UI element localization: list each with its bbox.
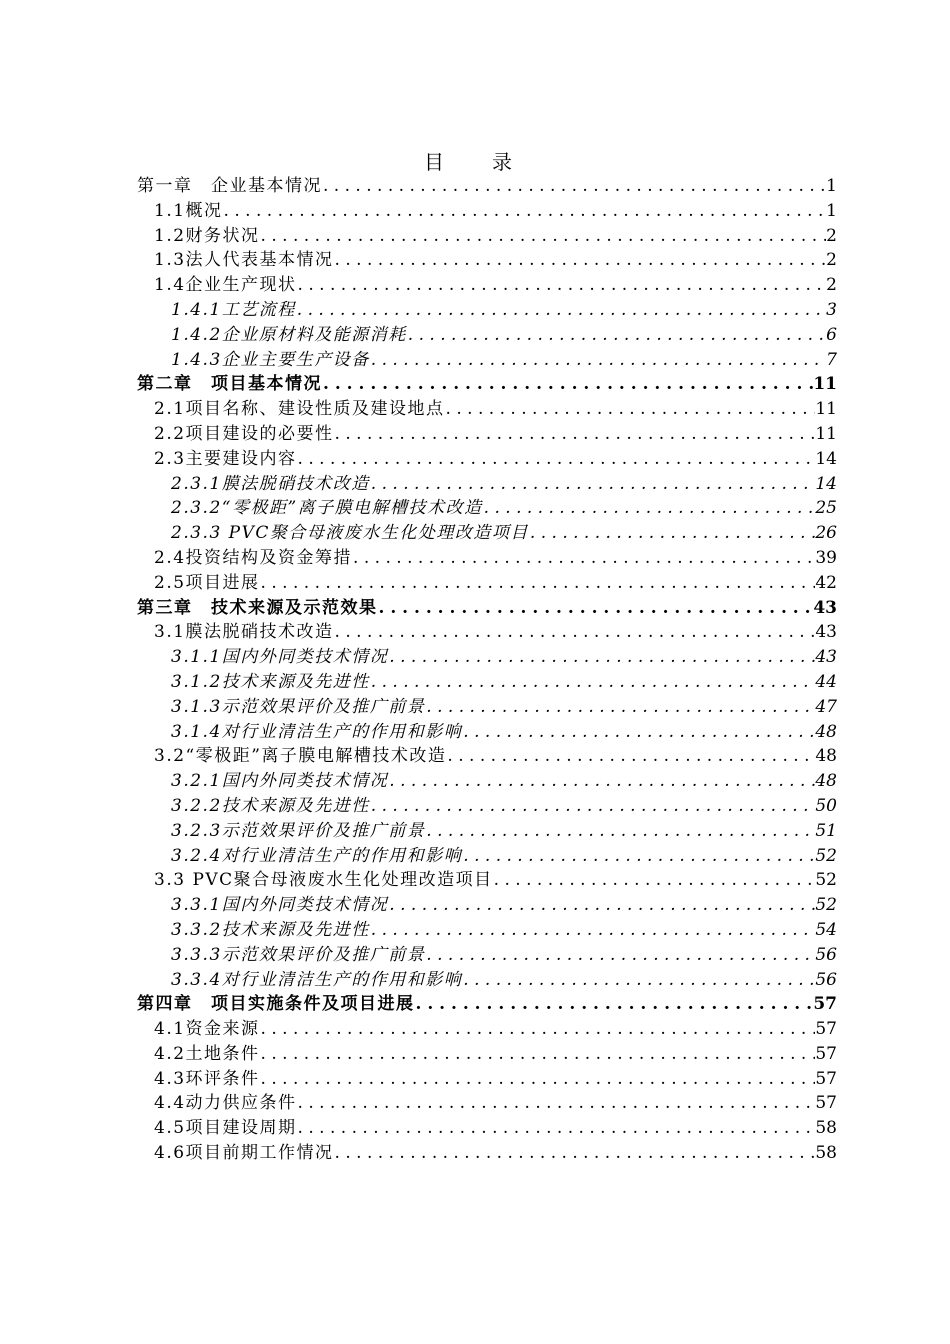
toc-leader xyxy=(407,323,826,348)
toc-leader xyxy=(260,1067,816,1092)
toc-entry-text: 3.2.4对行业清洁生产的作用和影响 xyxy=(171,845,463,866)
toc-entry-page: 39 xyxy=(815,547,837,568)
toc-entry-page: 48 xyxy=(815,771,837,792)
toc-entry-text: 3.2.3示范效果评价及推广前景 xyxy=(171,820,426,841)
toc-entry-text: 1.4企业生产现状 xyxy=(154,275,297,296)
toc-entry[interactable] xyxy=(137,670,837,695)
toc-entry[interactable] xyxy=(137,819,837,844)
toc-leader xyxy=(462,968,815,993)
toc-entry-text: 第二章 项目基本情况 xyxy=(137,374,322,395)
toc-entry-page: 2 xyxy=(826,250,837,271)
toc-entry-page: 52 xyxy=(815,845,837,866)
toc-entry-page: 51 xyxy=(815,820,837,841)
toc-leader xyxy=(370,472,816,497)
toc-entry-text: 2.4投资结构及资金筹措 xyxy=(154,547,353,568)
toc-entry-page: 44 xyxy=(815,671,837,692)
toc-entry[interactable] xyxy=(137,199,837,224)
toc-leader xyxy=(370,670,816,695)
toc-entry[interactable] xyxy=(137,397,837,422)
toc-entry[interactable] xyxy=(137,372,837,397)
toc-entry[interactable] xyxy=(137,472,837,497)
toc-entry-text: 第三章 技术来源及示范效果 xyxy=(137,597,378,618)
toc-entry[interactable] xyxy=(137,1017,837,1042)
toc-entry[interactable] xyxy=(137,769,837,794)
toc-entry-text: 4.1资金来源 xyxy=(154,1019,260,1040)
toc-leader xyxy=(260,224,827,249)
toc-entry[interactable] xyxy=(137,348,837,373)
toc-entry-page: 56 xyxy=(815,969,837,990)
toc-leader xyxy=(297,273,827,298)
toc-leader xyxy=(493,868,816,893)
toc-entry-page: 43 xyxy=(815,622,837,643)
toc-entry[interactable] xyxy=(137,1091,837,1116)
toc-title: 目 录 xyxy=(424,150,526,174)
toc-entry[interactable] xyxy=(137,1141,837,1166)
toc-leader xyxy=(322,174,826,199)
toc-entry-page: 47 xyxy=(815,696,837,717)
toc-entry[interactable] xyxy=(137,893,837,918)
toc-entry-page: 58 xyxy=(815,1143,837,1164)
toc-leader xyxy=(445,397,816,422)
toc-entry-text: 3.1.2技术来源及先进性 xyxy=(171,671,370,692)
toc-entry-page: 2 xyxy=(826,275,837,296)
toc-entry-text: 3.1.1国内外同类技术情况 xyxy=(171,647,389,668)
toc-leader xyxy=(322,372,813,397)
toc-leader xyxy=(388,769,815,794)
toc-entry-page: 50 xyxy=(815,795,837,816)
toc-entry-text: 4.6项目前期工作情况 xyxy=(154,1143,334,1164)
toc-entry-page: 48 xyxy=(815,746,837,767)
toc-entry[interactable] xyxy=(137,868,837,893)
toc-entry[interactable] xyxy=(137,1116,837,1141)
toc-leader xyxy=(297,1091,816,1116)
toc-entry-page: 1 xyxy=(826,176,837,196)
toc-leader xyxy=(260,1042,816,1067)
toc-entry[interactable] xyxy=(137,571,837,596)
toc-leader xyxy=(370,918,816,943)
toc-entry-page: 43 xyxy=(813,597,837,618)
toc-entry[interactable] xyxy=(137,744,837,769)
toc-entry-text: 2.5项目进展 xyxy=(154,572,260,593)
toc-entry[interactable] xyxy=(137,620,837,645)
toc-entry-page: 52 xyxy=(815,870,837,891)
toc-leader xyxy=(334,422,816,447)
toc-entry-page: 54 xyxy=(815,919,837,940)
toc-entry-page: 11 xyxy=(815,423,837,444)
toc-leader xyxy=(352,546,815,571)
toc-entry-text: 2.3.2“零极距”离子膜电解槽技术改造 xyxy=(171,498,483,519)
toc-entry-text: 2.3主要建设内容 xyxy=(154,448,297,469)
toc-entry[interactable] xyxy=(137,1067,837,1092)
toc-entry-text: 2.2项目建设的必要性 xyxy=(154,423,334,444)
toc-entry[interactable] xyxy=(137,273,837,298)
toc-entry-text: 1.3法人代表基本情况 xyxy=(154,250,334,271)
toc-entry-text: 3.1膜法脱硝技术改造 xyxy=(154,622,334,643)
toc-entry-page: 2 xyxy=(826,225,837,246)
toc-entry-page: 14 xyxy=(815,473,837,494)
toc-entry-page: 11 xyxy=(815,399,837,420)
toc-leader xyxy=(483,496,816,521)
toc-entry-page: 43 xyxy=(815,647,837,668)
toc-leader xyxy=(415,992,814,1017)
toc-entry-text: 1.2财务状况 xyxy=(154,225,260,246)
toc-entry-text: 2.3.3 PVC聚合母液废水生化处理改造项目 xyxy=(171,523,529,544)
toc-leader xyxy=(260,1017,816,1042)
toc-entry-text: 1.1概况 xyxy=(154,200,223,221)
toc-entry-text: 3.3.2技术来源及先进性 xyxy=(171,919,370,940)
toc-entry[interactable] xyxy=(137,174,837,199)
toc-entry-text: 2.1项目名称、建设性质及建设地点 xyxy=(154,399,445,420)
toc-entry-page: 14 xyxy=(815,448,837,469)
toc-entry-page: 57 xyxy=(815,1093,837,1114)
toc-entry-page: 1 xyxy=(826,200,837,221)
toc-leader xyxy=(388,645,815,670)
toc-entry-page: 58 xyxy=(815,1118,837,1139)
toc-leader xyxy=(378,596,814,621)
toc-entry-text: 3.3.3示范效果评价及推广前景 xyxy=(171,944,426,965)
toc-leader xyxy=(446,744,815,769)
toc-entry-page: 57 xyxy=(815,1043,837,1064)
toc-entry-page: 57 xyxy=(815,1019,837,1040)
toc-entry-text: 3.2.2技术来源及先进性 xyxy=(171,795,370,816)
toc-entry-page: 56 xyxy=(815,944,837,965)
toc-entry-page: 6 xyxy=(826,324,837,345)
toc-entry[interactable] xyxy=(137,521,837,546)
toc-leader xyxy=(260,571,816,596)
toc-entry[interactable] xyxy=(137,596,837,621)
toc-leader xyxy=(425,695,815,720)
toc-entry[interactable] xyxy=(137,695,837,720)
toc-entry[interactable] xyxy=(137,943,837,968)
toc-entry[interactable] xyxy=(137,447,837,472)
toc-entry-text: 3.1.3示范效果评价及推广前景 xyxy=(171,696,426,717)
toc-entry-text: 2.3.1膜法脱硝技术改造 xyxy=(171,473,370,494)
toc-leader xyxy=(297,447,816,472)
toc-entry-page: 42 xyxy=(815,572,837,593)
toc-entry-page: 11 xyxy=(813,374,837,395)
toc-entry-page: 26 xyxy=(815,523,837,544)
toc-leader xyxy=(462,844,815,869)
toc-entry[interactable] xyxy=(137,546,837,571)
toc-entry[interactable] xyxy=(137,794,837,819)
toc-entry-text: 第四章 项目实施条件及项目进展 xyxy=(137,994,415,1015)
toc-leader xyxy=(334,620,816,645)
toc-entry-text: 3.3.4对行业清洁生产的作用和影响 xyxy=(171,969,463,990)
toc-entry-text: 4.3环评条件 xyxy=(154,1068,260,1089)
toc-entry-text: 1.4.1工艺流程 xyxy=(171,299,296,320)
toc-entry-text: 4.5项目建设周期 xyxy=(154,1118,297,1139)
toc-entry-text: 3.3 PVC聚合母液废水生化处理改造项目 xyxy=(154,870,493,891)
toc-entry-text: 1.4.3企业主要生产设备 xyxy=(171,349,370,370)
toc-entry[interactable] xyxy=(137,496,837,521)
toc-entry-text: 4.4动力供应条件 xyxy=(154,1093,297,1114)
toc-leader xyxy=(223,199,827,224)
toc-entry[interactable] xyxy=(137,844,837,869)
toc-leader xyxy=(425,819,815,844)
toc-entry[interactable] xyxy=(137,720,837,745)
toc-list xyxy=(137,174,837,1166)
toc-entry-page: 57 xyxy=(815,1068,837,1089)
toc-entry-page: 3 xyxy=(826,299,837,320)
toc-leader xyxy=(388,893,815,918)
toc-leader xyxy=(425,943,815,968)
toc-leader xyxy=(334,1141,816,1166)
toc-entry-text: 3.3.1国内外同类技术情况 xyxy=(171,895,389,916)
toc-entry[interactable] xyxy=(137,1042,837,1067)
toc-entry-page: 52 xyxy=(815,895,837,916)
toc-entry[interactable] xyxy=(137,992,837,1017)
toc-leader xyxy=(296,298,826,323)
toc-leader xyxy=(370,348,826,373)
toc-entry[interactable] xyxy=(137,918,837,943)
toc-entry[interactable] xyxy=(137,422,837,447)
toc-entry-text: 3.1.4对行业清洁生产的作用和影响 xyxy=(171,721,463,742)
toc-leader xyxy=(370,794,816,819)
toc-entry[interactable] xyxy=(137,645,837,670)
toc-leader xyxy=(529,521,815,546)
toc-entry-text: 3.2“零极距”离子膜电解槽技术改造 xyxy=(154,746,447,767)
toc-entry-page: 7 xyxy=(826,349,837,370)
toc-entry[interactable] xyxy=(137,224,837,249)
toc-entry-page: 48 xyxy=(815,721,837,742)
toc-leader xyxy=(297,1116,816,1141)
toc-entry-page: 57 xyxy=(813,994,837,1015)
toc-entry[interactable] xyxy=(137,298,837,323)
toc-entry-text: 3.2.1国内外同类技术情况 xyxy=(171,771,389,792)
toc-entry-text: 4.2土地条件 xyxy=(154,1043,260,1064)
toc-entry[interactable] xyxy=(137,968,837,993)
toc-leader xyxy=(462,720,815,745)
toc-entry-text: 第一章 企业基本情况 xyxy=(137,176,322,196)
toc-entry-page: 25 xyxy=(815,498,837,519)
toc-entry[interactable] xyxy=(137,323,837,348)
toc-entry[interactable] xyxy=(137,248,837,273)
toc-entry-text: 1.4.2企业原材料及能源消耗 xyxy=(171,324,407,345)
toc-leader xyxy=(334,248,827,273)
